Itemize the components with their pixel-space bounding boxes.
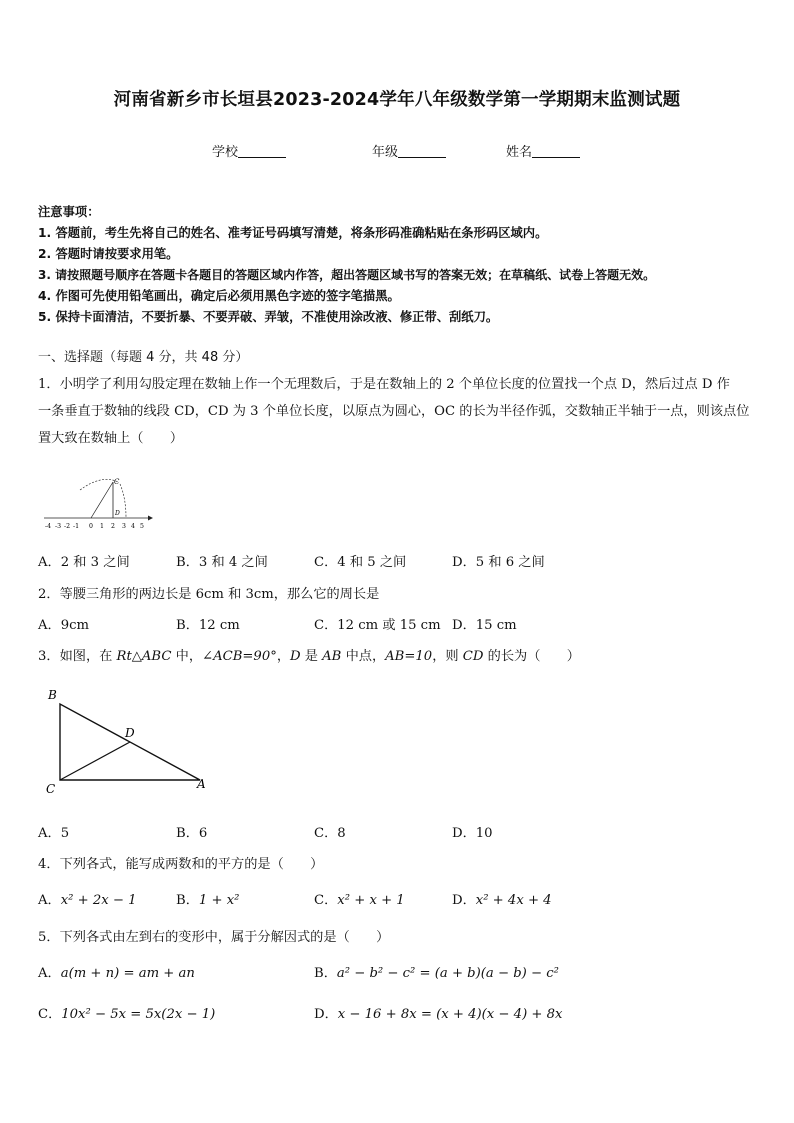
- q3-text: ，: [276, 649, 290, 664]
- option-label: B．: [314, 966, 337, 981]
- q5-option-d[interactable]: [314, 1003, 562, 1022]
- q3-text: 是: [300, 649, 323, 664]
- note-item: 4. 作图可先使用铅笔画出，确定后必须用黑色字迹的签字笔描黑。: [38, 289, 400, 303]
- q1-option-b[interactable]: B．3 和 4 之间: [176, 555, 268, 570]
- q5-option-b[interactable]: [314, 962, 559, 981]
- note-item: 3. 请按照题号顺序在答题卡各题目的答题区域内作答，超出答题区域书写的答案无效；在草稿纸、试卷上答题无效。: [38, 268, 656, 282]
- note-item: 1. 答题前，考生先将自己的姓名、准考证号码填写清楚，将条形码准确粘贴在条形码区域内。: [38, 226, 548, 240]
- q3-text: ，则: [432, 649, 463, 664]
- q3-triangle: Rt△ABC: [116, 649, 172, 664]
- q3-option-a[interactable]: A．5: [38, 826, 70, 841]
- school-label: 学校: [212, 145, 239, 160]
- q2-option-a[interactable]: A．9cm: [38, 618, 89, 633]
- question-1-line: 一条垂直于数轴的线段 CD，CD 为 3 个单位长度，以原点为圆心，OC 的长为半径作弧，交数轴正半轴于一点，则该点位: [38, 404, 750, 419]
- school-field[interactable]: [212, 141, 286, 160]
- label-b: B: [48, 688, 57, 702]
- name-label: 姓名: [506, 145, 533, 160]
- option-expression: x − 16 + 8x = (x + 4)(x − 4) + 8x: [337, 1007, 563, 1022]
- option-label: A．: [38, 893, 61, 908]
- q1-option-a[interactable]: A．2 和 3 之间: [38, 555, 130, 570]
- q2-option-c[interactable]: C．12 cm 或 15 cm: [314, 618, 441, 633]
- triangle-figure: [40, 682, 220, 798]
- option-label: D．: [314, 1007, 338, 1022]
- tick-label: 2: [111, 523, 115, 530]
- q3-text: 的长为（ ）: [483, 649, 580, 664]
- option-label: C．: [314, 893, 338, 908]
- q4-option-c[interactable]: [314, 889, 405, 908]
- tick-label: 3: [122, 523, 126, 530]
- number-line-figure: [40, 470, 160, 532]
- option-expression: a² − b² − c² = (a + b)(a − b) − c²: [336, 966, 559, 981]
- question-1: [38, 371, 758, 452]
- page-title: 河南省新乡市长垣县2023-2024学年八年级数学第一学期期末监测试题: [113, 90, 681, 110]
- option-label: A．: [38, 966, 61, 981]
- grade-field[interactable]: [372, 141, 446, 160]
- option-expression: 1 + x²: [198, 893, 240, 908]
- q5-option-c[interactable]: [38, 1003, 215, 1022]
- q3-text: 3．如图，在: [38, 649, 117, 664]
- q3-segment-cd: CD: [462, 649, 484, 664]
- tick-label: 4: [131, 523, 135, 530]
- grade-blank[interactable]: [398, 145, 446, 158]
- label-c: C: [114, 478, 120, 486]
- option-expression: x² + 2x − 1: [60, 893, 137, 908]
- q3-option-d[interactable]: D．10: [452, 826, 493, 841]
- q3-angle: ∠ACB=90°: [202, 649, 277, 664]
- tick-label: -3: [55, 523, 62, 530]
- q4-option-d[interactable]: [452, 889, 552, 908]
- option-label: D．: [452, 893, 476, 908]
- option-label: C．: [38, 1007, 62, 1022]
- name-field[interactable]: [506, 141, 580, 160]
- question-2: 2．等腰三角形的两边长是 6cm 和 3cm，那么它的周长是: [38, 587, 380, 602]
- label-d: D: [115, 510, 120, 517]
- notes-heading: 注意事项：: [38, 205, 100, 219]
- tick-label: -4: [45, 523, 52, 530]
- note-item: 5. 保持卡面清洁，不要折暴、不要弄破、弄皱，不准使用涂改液、修正带、刮纸刀。: [38, 310, 499, 324]
- option-expression: x² + x + 1: [337, 893, 405, 908]
- q4-option-b[interactable]: [176, 889, 239, 908]
- q1-option-d[interactable]: D．5 和 6 之间: [452, 555, 545, 570]
- option-expression: a(m + n) = am + an: [60, 966, 195, 981]
- option-expression: x² + 4x + 4: [475, 893, 552, 908]
- notes-block: [38, 202, 655, 328]
- name-blank[interactable]: [532, 145, 580, 158]
- q2-option-b[interactable]: B．12 cm: [176, 618, 240, 633]
- option-label: B．: [176, 893, 199, 908]
- q5-option-a[interactable]: [38, 962, 195, 981]
- tick-label: -1: [73, 523, 80, 530]
- question-1-line: 置大致在数轴上（ ）: [38, 431, 184, 446]
- tick-label: -2: [64, 523, 71, 530]
- q3-option-b[interactable]: B．6: [176, 826, 208, 841]
- section-heading: 一、选择题（每题 4 分，共 48 分）: [38, 350, 249, 365]
- school-blank[interactable]: [238, 145, 286, 158]
- question-3: [38, 645, 580, 664]
- question-1-line: 1．小明学了利用勾股定理在数轴上作一个无理数后，于是在数轴上的 2 个单位长度的位置找一个点 D，然后过点 D 作: [38, 377, 730, 392]
- q3-text: 中点，: [341, 649, 386, 664]
- q3-segment-ab: AB: [322, 649, 342, 664]
- grade-label: 年级: [372, 145, 399, 160]
- tick-label: 5: [140, 523, 144, 530]
- q2-option-d[interactable]: D．15 cm: [452, 618, 517, 633]
- q3-option-c[interactable]: C．8: [314, 826, 346, 841]
- q3-text: 中，: [171, 649, 203, 664]
- label-c: C: [46, 782, 56, 796]
- q3-ab-value: AB=10: [385, 649, 433, 664]
- q4-option-a[interactable]: [38, 889, 137, 908]
- label-d: D: [125, 726, 135, 740]
- q3-point-d: D: [290, 649, 301, 664]
- label-a: A: [197, 777, 206, 791]
- option-expression: 10x² − 5x = 5x(2x − 1): [61, 1007, 216, 1022]
- tick-label: 0: [89, 523, 93, 530]
- tick-label: 1: [100, 523, 104, 530]
- question-4: 4．下列各式，能写成两数和的平方的是（ ）: [38, 857, 324, 872]
- question-5: 5．下列各式由左到右的变形中，属于分解因式的是（ ）: [38, 930, 390, 945]
- note-item: 2. 答题时请按要求用笔。: [38, 247, 179, 261]
- q1-option-c[interactable]: C．4 和 5 之间: [314, 555, 407, 570]
